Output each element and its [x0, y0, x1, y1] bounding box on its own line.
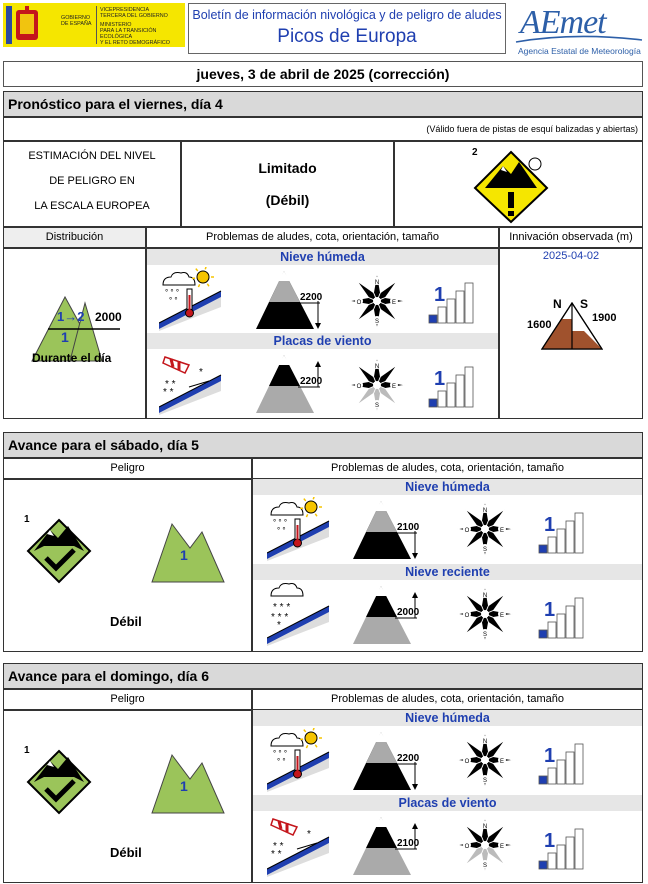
svg-text:S: S [482, 547, 488, 553]
compass-rose-icon [455, 584, 515, 649]
compass-rose-icon [455, 499, 515, 564]
svg-text:1: 1 [544, 745, 556, 767]
distribution-lower: 1 [61, 329, 69, 345]
wet-snow-icon [159, 267, 223, 336]
svg-text:* * *: * * * [273, 602, 291, 613]
green-mountain-icon [150, 520, 226, 591]
svg-text:E: E [499, 759, 505, 765]
svg-text:2100: 2100 [397, 838, 420, 849]
danger-level-word: Limitado [258, 160, 317, 176]
wind-slab-icon [159, 351, 223, 420]
saturday-danger-cell: 1 1 Débil [3, 479, 252, 652]
avalanche-size-icon [537, 503, 587, 562]
svg-text:° °: ° ° [169, 296, 178, 305]
snowline-cell: 2025-04-02 N S 1600 1900 [499, 248, 643, 419]
svg-text:S: S [482, 863, 488, 869]
danger-icon-cell: 2 [394, 141, 643, 227]
avalanche-size-icon [537, 588, 587, 647]
distribution-note: Durante el día [32, 351, 112, 365]
forecast-title: Pronóstico para el viernes, día 4 [3, 91, 643, 117]
svg-text:2000: 2000 [397, 607, 420, 618]
svg-text:1: 1 [180, 547, 188, 563]
bulletin-title: Boletín de información nivológica y de peligro de aludes [192, 8, 502, 22]
forecast-problems-cell [146, 248, 499, 419]
sunday-problems-cell [252, 710, 643, 883]
sunday-problems-header: Problemas de aludes, cota, orientación, tamaño [252, 689, 643, 710]
altitude-mountain-icon [349, 728, 427, 799]
svg-text:S: S [374, 403, 380, 409]
altitude-mountain-icon [349, 497, 427, 568]
svg-text:O: O [464, 528, 470, 534]
government-logo [3, 3, 185, 47]
avalanche-size-icon [537, 819, 587, 878]
svg-text:° ° °: ° ° ° [165, 288, 180, 297]
avalanche-size-icon [537, 734, 587, 793]
wet-snow-icon [267, 497, 331, 566]
svg-text:*: * [277, 620, 281, 631]
gov-name: GOBIERNO DE ESPAÑA [61, 15, 92, 27]
aemet-swoosh-icon [514, 34, 644, 46]
bulletin-date: jueves, 3 de abril de 2025 (corrección) [3, 61, 643, 87]
svg-text:1: 1 [434, 284, 446, 306]
ministry-name: VICEPRESIDENCIA TERCERA DEL GOBIERNO MINISTERIO PARA LA TRANSICIÓN ECOLÓGICA Y EL RETO DEMOGRÁFICO [100, 7, 170, 46]
svg-text:° ° °: ° ° ° [273, 518, 288, 527]
svg-text:2200: 2200 [397, 753, 420, 764]
danger-level-2-icon [471, 148, 553, 224]
sun-problem-2-name: Placas de viento [253, 795, 642, 811]
svg-text:* *: * * [273, 841, 284, 852]
compass-rose-icon [347, 271, 407, 336]
snowline-south-altitude: 1900 [592, 312, 617, 324]
compass-rose-icon [455, 815, 515, 880]
svg-text:N: N [374, 364, 380, 370]
svg-text:O: O [356, 300, 362, 306]
sat-problem-2-name: Nieve reciente [253, 564, 642, 580]
svg-text:*: * [307, 829, 311, 840]
distribution-altitude: 2000 [95, 310, 122, 324]
sunday-danger-cell: 1 1 Débil [3, 710, 252, 883]
validity-note: (Válido fuera de pistas de esquí balizadas y abiertas) [3, 117, 643, 141]
svg-text:* *: * * [271, 849, 282, 860]
svg-text:S: S [374, 319, 380, 325]
green-mountain-icon [150, 751, 226, 822]
saturday-problems-cell [252, 479, 643, 652]
snowline-north-altitude: 1600 [527, 319, 552, 331]
svg-text:2200: 2200 [300, 292, 323, 303]
svg-text:E: E [391, 300, 397, 306]
svg-text:1: 1 [544, 599, 556, 621]
danger-level-sub: (Débil) [265, 192, 310, 208]
svg-text:° °: ° ° [277, 526, 286, 535]
aemet-logo: AEmet Agencia Estatal de Meteorología [512, 4, 644, 56]
distribution-header: Distribución [3, 227, 146, 248]
sunday-level-word: Débil [110, 845, 142, 860]
avalanche-size-icon [427, 273, 477, 332]
svg-text:2100: 2100 [397, 522, 420, 533]
problem-2-name: Placas de viento [147, 333, 498, 349]
svg-text:N: N [482, 508, 488, 514]
coat-of-arms-icon [6, 6, 58, 44]
wet-snow-icon [267, 728, 331, 797]
svg-text:O: O [464, 759, 470, 765]
svg-text:E: E [391, 384, 397, 390]
svg-text:O: O [356, 384, 362, 390]
compass-rose-icon [455, 730, 515, 795]
svg-text:E: E [499, 844, 505, 850]
danger-level [181, 141, 394, 227]
sat-problem-1-name: Nieve húmeda [253, 479, 642, 495]
svg-text:E: E [499, 528, 505, 534]
danger-level-1-icon [24, 747, 94, 822]
new-snow-icon [267, 582, 331, 651]
svg-text:1: 1 [434, 368, 446, 390]
svg-text:*: * [199, 367, 203, 378]
svg-text:O: O [464, 613, 470, 619]
snowline-header: Innivación observada (m) [499, 227, 643, 248]
svg-text:1: 1 [544, 514, 556, 536]
wind-slab-icon [267, 813, 331, 882]
compass-rose-icon [347, 355, 407, 420]
svg-text:1: 1 [544, 830, 556, 852]
saturday-level-word: Débil [110, 614, 142, 629]
svg-text:E: E [499, 613, 505, 619]
saturday-danger-header: Peligro [3, 458, 252, 479]
svg-text:° °: ° ° [277, 757, 286, 766]
svg-text:* *: * * [165, 379, 176, 390]
svg-text:1: 1 [180, 778, 188, 794]
problems-header: Problemas de aludes, cota, orientación, tamaño [146, 227, 499, 248]
svg-text:N: N [374, 280, 380, 286]
zone-title: Picos de Europa [277, 26, 417, 47]
danger-level-1-icon [24, 516, 94, 591]
estimation-label: ESTIMACIÓN DEL NIVEL DE PELIGRO EN LA ESCALA EUROPEA [3, 141, 181, 227]
svg-text:° ° °: ° ° ° [273, 749, 288, 758]
altitude-mountain-icon [349, 582, 427, 653]
sunday-title: Avance para el domingo, día 6 [3, 663, 643, 689]
distribution-cell [3, 248, 146, 419]
saturday-title: Avance para el sábado, día 5 [3, 432, 643, 458]
svg-text:S: S [482, 632, 488, 638]
svg-text:* * *: * * * [271, 612, 289, 623]
svg-text:2200: 2200 [300, 376, 323, 387]
problem-1-name: Nieve húmeda [147, 249, 498, 265]
distribution-upper: 1→2 [57, 309, 85, 324]
svg-text:N: N [482, 739, 488, 745]
svg-text:O: O [464, 844, 470, 850]
svg-text:S: S [482, 778, 488, 784]
svg-text:N: N [482, 824, 488, 830]
svg-text:* *: * * [163, 387, 174, 398]
avalanche-size-icon [427, 357, 477, 416]
altitude-mountain-icon [349, 813, 427, 884]
svg-text:N: N [482, 593, 488, 599]
bulletin-header [188, 3, 506, 54]
altitude-mountain-icon [252, 351, 330, 422]
sunday-danger-header: Peligro [3, 689, 252, 710]
altitude-mountain-icon [252, 267, 330, 338]
sun-problem-1-name: Nieve húmeda [253, 710, 642, 726]
saturday-problems-header: Problemas de aludes, cota, orientación, tamaño [252, 458, 643, 479]
snowline-date: 2025-04-02 [542, 250, 600, 262]
